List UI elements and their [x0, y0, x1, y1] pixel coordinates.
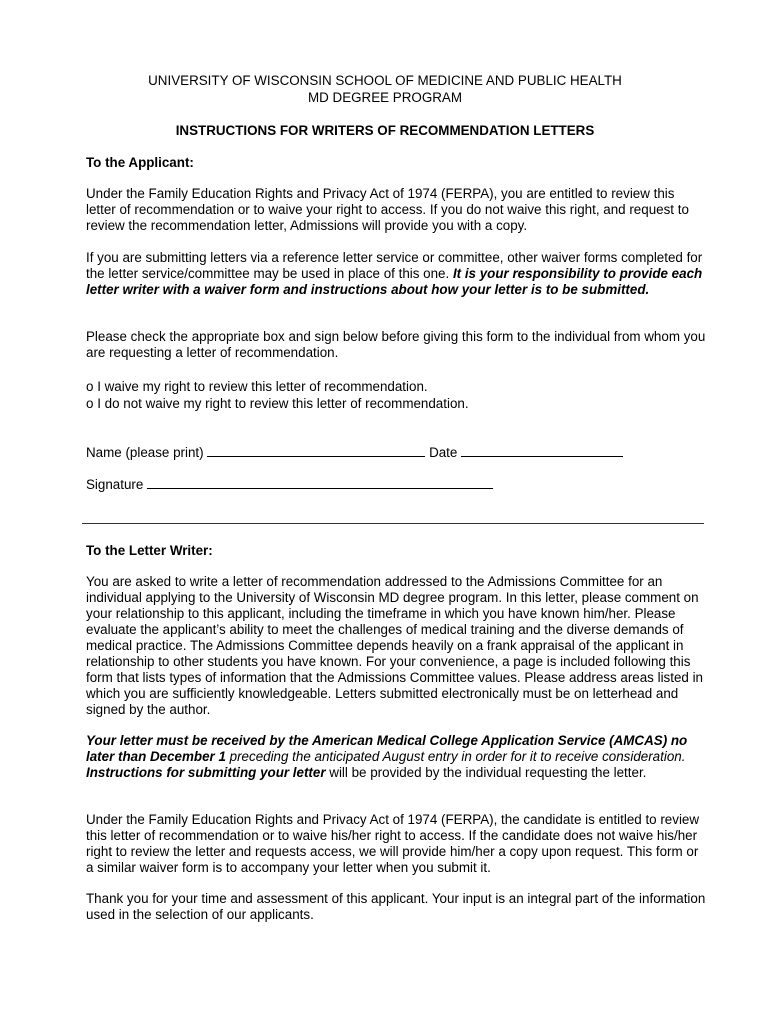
program-title: MD DEGREE PROGRAM — [307, 90, 462, 105]
deadline-text: Your letter must be received by the American Medical College Application Service (AMCAS) no later than December 1 — [86, 733, 688, 764]
applicant-heading: To the Applicant: — [86, 155, 194, 170]
name-field[interactable] — [207, 444, 425, 457]
deadline-consideration-text: preceding the anticipated August entry in order for it to receive consideration. — [225, 749, 686, 764]
date-field[interactable] — [461, 444, 623, 457]
not-waive-option[interactable] — [86, 396, 706, 412]
not-waive-checkbox-icon[interactable]: o — [86, 396, 94, 411]
writer-deadline-paragraph — [86, 733, 706, 781]
applicant-service-paragraph — [86, 250, 706, 298]
writer-ferpa-paragraph: Under the Family Education Rights and Privacy Act of 1974 (FERPA), the candidate is entitled to review this letter of recommendation or to waive his/her right to access. If the candidate does not waive his/her right to review the letter and requests access, we will provide him/her a copy upon request. This form or a similar waiver form is to accompany your letter when you submit it. — [86, 812, 700, 875]
applicant-ferpa-paragraph: Under the Family Education Rights and Privacy Act of 1974 (FERPA), you are entitled to review this letter of recommendation or to waive your right to access. If you do not waive this right, and request to review the recommendation letter, Admissions will provide you with a copy. — [86, 186, 689, 233]
section-divider — [82, 523, 704, 524]
submission-provider-text: will be provided by the individual requesting the letter. — [325, 765, 647, 780]
submission-instructions-text: Instructions for submitting your letter — [86, 765, 326, 780]
name-label: Name (please print) — [86, 445, 204, 460]
signature-row — [86, 476, 493, 493]
signature-label: Signature — [86, 477, 144, 492]
writer-thanks-paragraph: Thank you for your time and assessment of this applicant. Your input is an integral part of the information used in the selection of our applicants. — [86, 891, 706, 922]
waive-checkbox-icon[interactable]: o — [86, 379, 94, 394]
writer-heading: To the Letter Writer: — [86, 543, 213, 558]
signature-field[interactable] — [147, 476, 493, 489]
writer-instructions-paragraph: You are asked to write a letter of recommendation addressed to the Admissions Committee for an individual applying to the University of Wisconsin MD degree program. In this letter, please comment on your relationship to this applicant, including the timeframe in which you have known him/her. Please evaluate the applicant’s ability to meet the challenges of medical training and the diverse demands of medical practice. The Admissions Committee depends heavily on a frank appraisal of the applicant in relationship to other students you have known. For your convenience, a page is included following this form that lists types of information that the Admissions Committee values. Please address areas listed in which you are sufficiently knowledgeable. Letters submitted electronically must be on letterhead and signed by the author. — [86, 574, 703, 717]
name-date-row — [86, 444, 623, 461]
page-title: INSTRUCTIONS FOR WRITERS OF RECOMMENDATION LETTERS — [175, 123, 595, 138]
applicant-responsibility-text: It is your responsibility to provide each letter writer with a waiver form and instructions about how your letter is to be submitted. — [86, 266, 703, 297]
applicant-service-text: If you are submitting letters via a reference letter service or committee, other waiver forms completed for the letter service/committee may be used in place of this one. — [86, 250, 703, 281]
waive-option[interactable] — [86, 379, 706, 395]
institution-title: UNIVERSITY OF WISCONSIN SCHOOL OF MEDICINE AND PUBLIC HEALTH — [148, 73, 622, 88]
date-label: Date — [429, 445, 458, 460]
waive-option-label: I waive my right to review this letter of recommendation. — [97, 379, 428, 394]
not-waive-option-label: I do not waive my right to review this letter of recommendation. — [97, 396, 469, 411]
applicant-check-instructions: Please check the appropriate box and sign below before giving this form to the individual from whom you are requesting a letter of recommendation. — [86, 329, 706, 360]
